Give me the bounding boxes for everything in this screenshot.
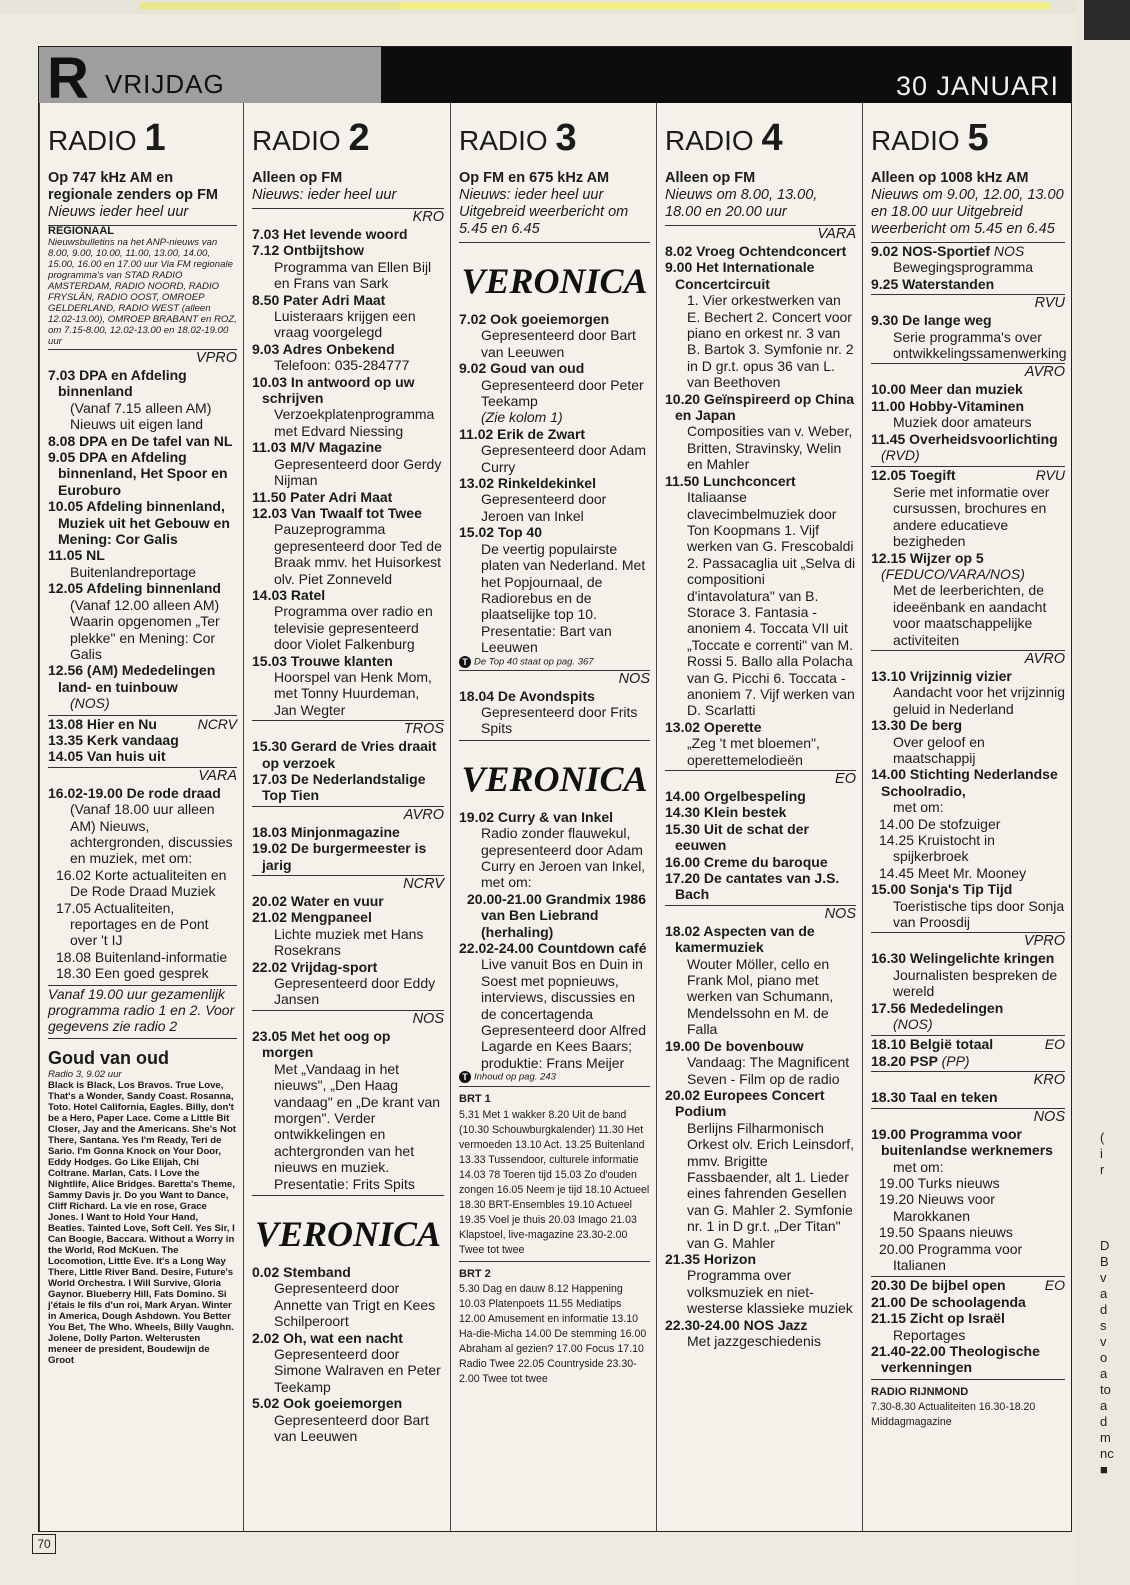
broadcaster-label: VARA <box>665 225 856 243</box>
program-title: 11.45 Overheidsvoorlichting (RVD) <box>871 430 1058 464</box>
program-desc: Serie programma's over ontwikkelingssamenwerking <box>893 328 1067 362</box>
program-title: 14.30 Klein bestek <box>665 804 787 821</box>
program-title: 14.00 Orgelbespeling <box>665 788 806 804</box>
program-desc: met om: <box>893 799 944 816</box>
program-desc: Telefoon: 035-284777 <box>274 357 410 374</box>
brt1-schedule: 5.31 Met 1 wakker 8.20 Uit de band (10.30 Schouwburgkalender) 11.30 Het vermoeden 13.10 Act. 13.25 Buitenland 13.33 Tussendoor, culturele informatie 14.03 78 Toeren tijd 15.03 Zo d'ouden zongen 16.05 Neem je tijd 18.10 Actueel 18.30 BRT-Ensembles 19.10 Actueel 19.35 Voel je thuis 20.03 Imago 21.03 Klapstoel, live-magazine 23.30-2.00 Twee tot twee <box>459 1108 650 1256</box>
sub-item: 19.50 Spaans nieuws <box>879 1224 1013 1241</box>
program-title: 11.50 Lunchconcert <box>665 472 796 489</box>
program-desc: 1. Vier orkestwerken van E. Bechert 2. Concert voor piano en orkest nr. 3 van B. Bartok 3. Symfonie nr. 2 in D gr.t. opus 36 van L. van Beethoven <box>687 292 854 391</box>
program-title: 18.30 Taal en teken <box>871 1089 998 1106</box>
section-letter: R <box>47 46 89 111</box>
sub-item: 19.00 Turks nieuws <box>879 1174 1000 1191</box>
program-desc: Muziek door amateurs <box>893 414 1032 431</box>
brt2-title: BRT 2 <box>459 1267 491 1280</box>
program-title: 19.00 Programma voor buitenlandse werknemers <box>871 1125 1053 1159</box>
program-title: 18.10 België totaal EO <box>871 1036 1065 1053</box>
program-desc: Wouter Möller, cello en Frank Mol, piano met werken van Schumann, Mendelssohn en M. de Falla <box>687 955 834 1038</box>
column-radio-4 <box>656 103 862 1531</box>
program-title: 13.30 De berg <box>871 717 963 734</box>
top-band <box>0 0 1130 14</box>
program-desc: Vandaag: The Magnificent Seven - Film op de radio <box>687 1054 850 1087</box>
program-title: 10.00 Meer dan muziek <box>871 381 1023 398</box>
program-title: 7.12 Ontbijtshow <box>252 242 365 259</box>
program-title: 10.05 Afdeling binnenland, Muziek uit het Gebouw en Mening: Cor Galis <box>48 498 230 548</box>
veronica-logo <box>252 1204 444 1260</box>
program-title: 11.50 Pater Adri Maat <box>252 488 393 505</box>
rijnmond-schedule: 7.30-8.30 Actualiteiten 16.30-18.20 Middagmagazine <box>871 1401 1036 1429</box>
regionaal-block: REGIONAAL Nieuwsbulletins na het ANP-nieuws van 8.00, 9.00, 10.00, 11.00, 13.00, 14.00, 15.00, 16.00 en 17.00 uur Via FM regionale programma's van STAD RADIO AMSTERDAM, RADIO NOORD, RADIO FRYSLÂN, RADIO OOST, OMROEP GELDERLAND, RADIO WEST (alleen 12.02-13.00), OMROEP BRABANT en ROZ, om 7.15-8.00, 12.02-13.00 en 18.02-19.00 uur <box>48 225 237 347</box>
program-title: 16.00 Creme du baroque <box>665 853 828 870</box>
sub-item: 19.20 Nieuws voor Marokkanen <box>879 1191 995 1224</box>
program-desc: Gepresenteerd door Peter Teekamp <box>481 376 644 410</box>
program-title: 5.02 Ook goeiemorgen <box>252 1395 403 1412</box>
broadcaster-label: NOS <box>665 905 856 923</box>
program-title: 23.05 Met het oog op morgen <box>252 1027 391 1061</box>
program-title: 21.15 Zicht op Israël <box>871 1310 1005 1327</box>
program-title: 19.02 Curry & van Inkel <box>459 808 614 825</box>
tip-note: T De Top 40 staat op pag. 367 <box>459 656 650 668</box>
station-title: RADIO 5 <box>871 117 989 159</box>
station-title: RADIO 3 <box>459 117 577 159</box>
broadcaster-label: NOS <box>459 670 650 688</box>
program-title: 21.40-22.00 Theologische verkenningen <box>871 1342 1040 1376</box>
program-desc: Met „Vandaag in het nieuws", „Den Haag vandaag" en „De krant van morgen". Verder ontwikkelingen en achtergronden van het nieuws en muziek. Presentatie: Frits Spits <box>274 1060 441 1192</box>
program-title: 20.30 De bijbel open EO <box>871 1277 1065 1294</box>
program-title: 7.02 Ook goeiemorgen <box>459 311 610 327</box>
program-title: 10.03 In antwoord op uw schrijven <box>252 373 415 407</box>
program-title: 0.02 Stemband <box>252 1263 351 1280</box>
station-title: RADIO 2 <box>252 117 370 159</box>
broadcaster-label: KRO <box>871 1071 1065 1089</box>
program-title: 13.02 Rinkeldekinkel <box>459 475 596 492</box>
program-desc: Gepresenteerd door Simone Walraven en Peter Teekamp <box>274 1345 441 1395</box>
svg-text:VERONICA: VERONICA <box>461 261 648 301</box>
program-title: 9.25 Waterstanden <box>871 275 995 292</box>
sub-item: 20.00-21.00 Grandmix 1986 van Ben Liebrand (herhaling) <box>467 890 647 940</box>
sub-item: 16.02 Korte actualiteiten en De Rode Draad Muziek <box>56 866 227 900</box>
program-title: 11.05 NL <box>48 547 105 564</box>
program-title: 7.03 DPA en Afdeling binnenland <box>48 367 187 400</box>
sub-item: 18.30 Een goed gesprek <box>56 965 209 982</box>
program-desc: Hoorspel van Henk Mom, met Tonny Huurdeman, Jan Wegter <box>274 668 432 718</box>
station-intro: Op 747 kHz AM en regionale zenders op FM Nieuws ieder heel uur <box>48 170 218 220</box>
header-day-panel <box>39 46 381 111</box>
sub-item: 14.00 De stofzuiger <box>879 815 1001 832</box>
sub-item: 17.05 Actualiteiten, reportages en de Pont over 't IJ <box>56 899 209 949</box>
program-title: 12.05 Toegift RVU <box>871 467 1065 484</box>
program-title: 22.02-24.00 Countdown café <box>459 940 647 956</box>
sub-item: 20.00 Programma voor Italianen <box>879 1240 1023 1273</box>
program-desc: Programma van Ellen Bijl en Frans van Sark <box>274 258 432 292</box>
broadcaster-label: VARA <box>48 767 237 785</box>
program-title: 11.00 Hobby-Vitaminen <box>871 397 1025 414</box>
broadcaster-label: KRO <box>252 208 444 226</box>
program-desc: Luisteraars krijgen een vraag voorgelegd <box>274 308 416 341</box>
program-title: 9.03 Adres Onbekend <box>252 340 395 357</box>
program-title: 19.02 De burgermeester is jarig <box>252 840 427 873</box>
t-icon: T <box>459 1071 471 1083</box>
program-title: 9.00 Het Internationale Concertcircuit <box>665 259 815 292</box>
program-desc: (NOS) <box>893 1016 933 1033</box>
program-desc: Gepresenteerd door Frits Spits <box>481 703 638 737</box>
goud-van-oud-title: Goud van oud <box>48 1047 169 1068</box>
svg-text:VERONICA: VERONICA <box>461 758 648 799</box>
program-desc: Italiaanse clavecimbelmuziek door Ton Koopmans 1. Vijf werken van G. Frescobaldi 2. Passacaglia uit „Selva di compositioni d'intavolatura" van B. Storace 3. Fantasia - anoniem 4. Toccata VII uit „Toccate e correnti" van M. Rossi 5. Ballo alla Polacha van G. Picchi 6. Toccata - anoniem 7. Vijf werken van D. Scarlatti <box>687 489 856 719</box>
program-title: 11.03 M/V Magazine <box>252 439 382 456</box>
program-title: 13.02 Operette <box>665 718 762 735</box>
program-title: 17.56 Mededelingen <box>871 999 1004 1016</box>
broadcaster-label: RVU <box>871 294 1065 312</box>
program-title: 8.02 Vroeg Ochtendconcert <box>665 243 847 259</box>
program-title: 18.04 De Avondspits <box>459 687 595 704</box>
t-icon: T <box>459 656 471 668</box>
sub-item: 14.45 Meet Mr. Mooney <box>879 864 1027 881</box>
rijnmond-title: RADIO RIJNMOND <box>871 1385 969 1398</box>
program-title: 15.00 Sonja's Tip Tijd <box>871 881 1013 898</box>
page-number: 70 <box>32 1534 56 1554</box>
header-day: VRIJDAG <box>105 69 225 99</box>
program-title: 22.02 Vrijdag-sport <box>252 958 378 975</box>
goud-van-oud-list: Black is Black, Los Bravos. True Love, That's a Wonder, Sandy Coast. Rosanna, Toto. Hotel California, Eagles. Billy, don't be a Hero, Paper Lace. Come a Little Bit Closer, Jay and the Americans. She's Not There, Santana. Yes I'm Ready, Teri de Sario. I'm Gonna Knock on Your Door, Eddy Hodges. Go Like Elijah, Chi Coltrane. Marlan, Cats. I Love the Nightlife, Alice Bridges. Baretta's Theme, Sammy Davis jr. Do you Want to Dance, Cliff Richard. La vie en rose, Grace Jones. I Want to Hold Your Hand, Beatles. Tainted Love, Soft Cell. Yes Sir, I Can Boogie, Baccara. Without a Worry in the World, Rod McKuen. The Locomotion, Little Eve. It's a Long Way There, Little River Band. Desire, Future's World Orchestra. I Will Survive, Gloria Gaynor. Blueberry Hill, Fats Domino. Si j'étais le fils d'un roi, Mark Aryan. Winter in America, Dough Ashdown. You Better You Bet, The Who. Wheels, Billy Vaughn. Jolene, Dolly Parton. Welterusten meneer de president, Boudewijn de Groot <box>48 1079 237 1366</box>
program-title: 21.02 Mengpaneel <box>252 909 372 926</box>
program-title: 15.30 Uit de schat der eeuwen <box>665 820 809 854</box>
broadcaster-label: AVRO <box>871 650 1065 668</box>
program-title: 17.03 De Nederlandstalige Top Tien <box>252 771 426 804</box>
program-title: 9.05 DPA en Afdeling binnenland, Het Spoor en Euroburo <box>48 449 228 498</box>
page-header <box>39 46 1071 111</box>
program-title: 2.02 Oh, wat een nacht <box>252 1329 403 1346</box>
program-desc: Gepresenteerd door Bart van Leeuwen <box>481 327 636 360</box>
program-desc: (NOS) <box>70 695 110 712</box>
program-title: 12.56 (AM) Mededelingen land- en tuinbouw <box>48 662 216 695</box>
program-title: 11.02 Erik de Zwart <box>459 425 586 442</box>
column-radio-2 <box>243 103 450 1531</box>
program-title: 9.30 De lange weg <box>871 312 992 329</box>
tip-note: T Inhoud op pag. 243 <box>459 1071 650 1083</box>
program-title: 17.20 De cantates van J.S. Bach <box>665 870 840 903</box>
program-title: 21.35 Horizon <box>665 1250 757 1267</box>
program-title: 13.10 Vrijzinnig vizier <box>871 667 1012 684</box>
program-title: 18.02 Aspecten van de kamermuziek <box>665 922 815 956</box>
program-desc: Gepresenteerd door Bart van Leeuwen <box>274 1411 429 1444</box>
column-radio-5 <box>862 103 1071 1531</box>
program-title: 10.20 Geïnspireerd op China en Japan <box>665 390 855 424</box>
veronica-logo <box>459 251 650 307</box>
program-desc: Programma over volksmuziek en niet-westerse klassieke muziek <box>687 1267 853 1317</box>
program-title: 13.08 Hier en Nu NCRV <box>48 715 237 732</box>
program-title: 21.00 De schoolagenda <box>871 1293 1026 1310</box>
station-title: RADIO 4 <box>665 117 783 159</box>
program-title: 19.00 De bovenbouw <box>665 1037 804 1054</box>
program-desc: Gepresenteerd door Jeroen van Inkel <box>481 491 607 524</box>
sub-item: 18.08 Buitenland-informatie <box>56 948 228 965</box>
program-desc: Radio zonder flauwekul, gepresenteerd door Adam Curry en Jeroen van Inkel, met om: <box>481 825 646 891</box>
program-desc: Composities van v. Weber, Britten, Stravinsky, Welin en Mahler <box>687 423 853 473</box>
program-desc: met om: <box>893 1158 944 1175</box>
program-title: 12.15 Wijzer op 5 (FEDUCO/VARA/NOS) <box>871 549 1025 582</box>
program-desc: (Vanaf 7.15 alleen AM) Nieuws uit eigen land <box>70 399 212 433</box>
program-title: 15.30 Gerard de Vries draait op verzoek <box>252 738 437 771</box>
program-title: 9.02 NOS-Sportief NOS <box>871 243 1025 259</box>
program-title: 22.30-24.00 NOS Jazz <box>665 1316 808 1333</box>
program-desc: Met de leerberichten, de ideeënbank en aandacht voor maatschappelijke activiteiten <box>893 582 1047 648</box>
program-desc: Buitenlandreportage <box>70 563 197 580</box>
program-title: 16.02-19.00 De rode draad <box>48 784 221 801</box>
program-title: 12.03 Van Twaalf tot Twee <box>252 504 422 521</box>
header-date-panel <box>381 47 1071 103</box>
column-radio-1 <box>39 103 243 1531</box>
program-title: 16.30 Welingelichte kringen <box>871 950 1055 967</box>
program-title: 15.03 Trouwe klanten <box>252 652 393 669</box>
program-title: 14.00 Stichting Nederlandse Schoolradio, <box>871 766 1058 799</box>
program-title: 7.03 Het levende woord <box>252 226 408 242</box>
program-desc: Journalisten bespreken de wereld <box>893 966 1058 1000</box>
column-radio-3 <box>450 103 656 1531</box>
program-title: 8.50 Pater Adri Maat <box>252 291 386 308</box>
program-title: 20.02 Water en vuur <box>252 893 384 910</box>
station-intro: Alleen op 1008 kHz AM Nieuws om 9.00, 12.00, 13.00 en 18.00 uur Uitgebreid weerbericht om 5.45 en 6.45 <box>871 170 1064 237</box>
svg-text:VERONICA: VERONICA <box>254 1213 442 1254</box>
program-title: 8.08 DPA en De tafel van NL <box>48 432 233 449</box>
program-title: 13.35 Kerk vandaag <box>48 731 179 748</box>
broadcaster-label: TROS <box>252 720 444 738</box>
station-intro: Alleen op FM Nieuws om 8.00, 13.00, 18.00 en 20.00 uur <box>665 170 818 220</box>
program-desc: (Vanaf 12.00 alleen AM) Waarin opgenomen „Ter plekke" en Mening: Cor Galis <box>70 596 220 662</box>
station-title: RADIO 1 <box>48 117 166 159</box>
broadcaster-label: AVRO <box>252 806 444 824</box>
program-desc: Verzoekplatenprogramma met Edvard Niessing <box>274 406 435 439</box>
program-desc: Live vanuit Bos en Duin in Soest met popnieuws, interviews, discussies en de concertagenda Gepresenteerd door Alfred Lagarde en Kees Baars; produktie: Frans Meijer <box>481 956 646 1071</box>
program-desc: Gepresenteerd door Gerdy Nijman <box>274 455 442 489</box>
program-title: 12.05 Afdeling binnenland <box>48 580 221 597</box>
broadcaster-label: NOS <box>252 1010 444 1028</box>
broadcaster-label: EO <box>665 770 856 788</box>
program-title: 14.03 Ratel <box>252 586 326 603</box>
program-desc: Pauzeprogramma gepresenteerd door Ted de Braak mmv. het Huisorkest olv. Piet Zonneveld <box>274 521 442 587</box>
header-date: 30 JANUARI <box>895 71 1059 101</box>
station-intro: Op FM en 675 kHz AM Nieuws: ieder heel uur Uitgebreid weerbericht om 5.45 en 6.45 <box>459 170 629 237</box>
brt2-schedule: 5.30 Dag en dauw 8.12 Happening 10.03 Platenpoets 11.55 Mediatips 12.00 Amusement en informatie 13.10 Ha-die-Micha 14.00 De stemming 16.00 Abraham al gezien? 17.00 Focus 17.10 Radio Twee 22.05 Countryside 23.30-2.00 Twee tot twee <box>459 1283 647 1386</box>
program-desc: Reportages <box>893 1326 966 1343</box>
program-desc: (Vanaf 18.00 uur alleen AM) Nieuws, achtergronden, discussies en muziek, met om: <box>70 801 233 867</box>
radio-guide-page <box>38 46 1072 1532</box>
next-page-edge-text: ( i r D B v a d s v o a to a d m nc ■ <box>1100 1130 1114 1477</box>
program-desc: Berlijns Filharmonisch Orkest olv. Erich Leinsdorf, mmv. Brigitte Fassbaender, alt 1. Lieder eines fahrenden Gesellen van G. Mahler 2. Symfonie nr. 1 in D gr.t. „Der Titan" van G. Mahler <box>687 1119 855 1251</box>
program-desc: Serie met informatie over cursussen, brochures en andere educatieve bezigheden <box>893 483 1050 550</box>
broadcaster-label: NOS <box>871 1108 1065 1126</box>
goud-van-oud-sub: Radio 3, 9.02 uur <box>48 1068 122 1080</box>
program-desc: „Zeg 't met bloemen", operettemelodieën <box>687 735 820 768</box>
sub-item: 14.25 Kruistocht in spijkerbroek <box>879 832 995 865</box>
program-title: 18.03 Minjonmagazine <box>252 823 400 840</box>
program-desc: Gepresenteerd door Annette van Trigt en Kees Schilperoort <box>274 1280 436 1330</box>
program-desc: Lichte muziek met Hans Rosekrans <box>274 925 424 959</box>
program-desc: Over geloof en maatschappij <box>893 733 985 766</box>
program-desc: Gepresenteerd door Eddy Jansen <box>274 975 436 1008</box>
joint-program-note: Vanaf 19.00 uur gezamenlijk programma radio 1 en 2. Voor gegevens zie radio 2 <box>48 985 235 1035</box>
program-title: 18.20 PSP (PP) <box>871 1052 970 1069</box>
program-desc: Toeristische tips door Sonja van Proosdij <box>893 897 1065 931</box>
station-intro: Alleen op FM Nieuws: ieder heel uur <box>252 170 397 203</box>
program-desc: Programma over radio en televisie gepresenteerd door Violet Falkenburg <box>274 603 433 653</box>
brt1-title: BRT 1 <box>459 1093 491 1106</box>
program-title: 9.02 Goud van oud <box>459 360 585 377</box>
program-desc: De veertig populairste platen van Nederland. Met het Popjournaal, de Radiorebus en de plaatselijke top 10. Presentatie: Bart van Leeuwen <box>481 540 646 656</box>
program-desc: Bewegingsprogramma <box>893 259 1034 276</box>
broadcaster-label: NCRV <box>252 875 444 893</box>
veronica-logo <box>459 749 650 805</box>
program-title: 20.02 Europees Concert Podium <box>665 1086 825 1120</box>
program-desc: Gepresenteerd door Adam Curry <box>481 442 646 475</box>
broadcaster-label: AVRO <box>871 363 1065 381</box>
program-title: 14.05 Van huis uit <box>48 748 166 765</box>
program-note: (Zie kolom 1) <box>481 409 563 426</box>
program-desc: Met jazzgeschiedenis <box>687 1333 821 1349</box>
broadcaster-label: VPRO <box>871 932 1065 950</box>
broadcaster-label: VPRO <box>48 349 237 367</box>
program-desc: Aandacht voor het vrijzinnig geluid in Nederland <box>893 684 1065 717</box>
program-title: 15.02 Top 40 <box>459 524 543 541</box>
